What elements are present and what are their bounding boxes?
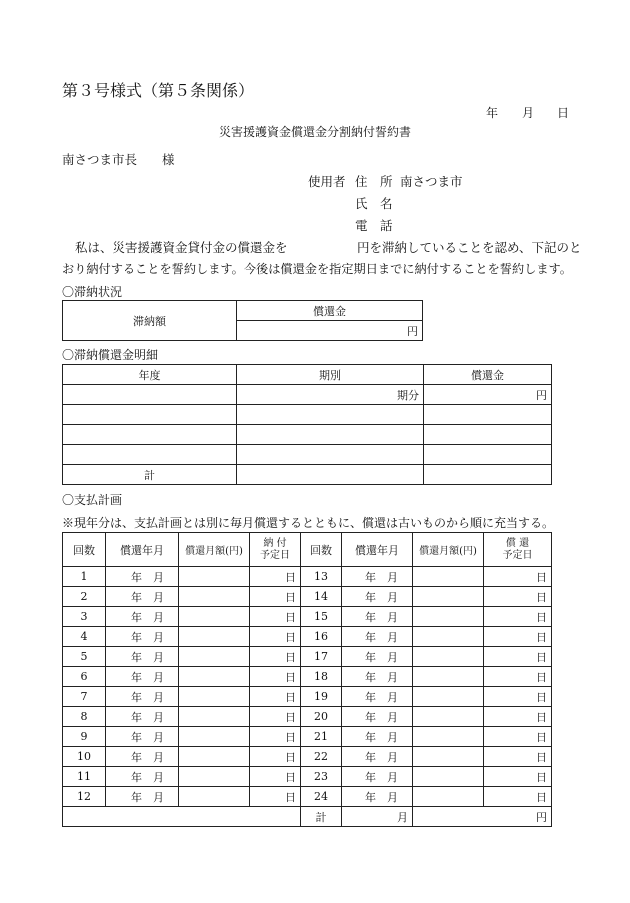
plan-amount-left xyxy=(179,687,250,707)
pledge-line1a: 私は、災害援護資金貸付金の償還金を xyxy=(75,240,288,255)
address-label: 住 所 xyxy=(355,174,393,189)
plan-day-left: 日 xyxy=(250,747,301,767)
delinquency-table xyxy=(62,300,423,341)
plan-day-right: 日 xyxy=(484,587,552,607)
plan-month-left: 年 月 xyxy=(106,767,179,787)
plan-row xyxy=(63,767,552,787)
address-value: 南さつま市 xyxy=(400,174,463,189)
details-total-label: 計 xyxy=(63,465,237,485)
plan-count-right: 23 xyxy=(301,767,342,787)
plan-amount-left xyxy=(179,627,250,647)
plan-month-right: 年 月 xyxy=(342,747,413,767)
plan-day-right: 日 xyxy=(484,707,552,727)
plan-day-right: 日 xyxy=(484,627,552,647)
plan-amount-right xyxy=(413,667,484,687)
phone-label: 電 話 xyxy=(355,218,393,233)
plan-amount-left xyxy=(179,727,250,747)
plan-month-right: 年 月 xyxy=(342,567,413,587)
plan-month-right: 年 月 xyxy=(342,687,413,707)
plan-amount-right xyxy=(413,627,484,647)
delinquency-col-header: 償還金 xyxy=(237,301,423,321)
plan-amount-right xyxy=(413,567,484,587)
plan-month-right: 年 月 xyxy=(342,767,413,787)
plan-heading: 〇支払計画 xyxy=(62,493,123,507)
plan-amount-right xyxy=(413,607,484,627)
details-period-unit: 期分 xyxy=(237,385,424,405)
plan-count-left: 6 xyxy=(63,667,106,687)
plan-month-left: 年 月 xyxy=(106,607,179,627)
plan-row xyxy=(63,647,552,667)
plan-count-right: 13 xyxy=(301,567,342,587)
plan-month-right: 年 月 xyxy=(342,647,413,667)
plan-day-left: 日 xyxy=(250,567,301,587)
plan-day-right: 日 xyxy=(484,767,552,787)
name-label: 氏 名 xyxy=(355,196,393,211)
plan-day-right: 日 xyxy=(484,787,552,807)
plan-amount-right xyxy=(413,707,484,727)
plan-day-left: 日 xyxy=(250,607,301,627)
plan-row xyxy=(63,627,552,647)
details-header-year: 年度 xyxy=(63,365,237,385)
date-year-label: 年 xyxy=(486,106,499,120)
plan-amount-right xyxy=(413,747,484,767)
plan-header-count-right: 回数 xyxy=(301,533,342,567)
document-title: 災害援護資金償還金分割納付誓約書 xyxy=(218,125,411,139)
plan-count-right: 14 xyxy=(301,587,342,607)
plan-header-amount-left: 償還月額(円) xyxy=(179,533,250,567)
plan-count-left: 8 xyxy=(63,707,106,727)
addressee: 南さつま市長 様 xyxy=(62,152,175,167)
plan-month-left: 年 月 xyxy=(106,687,179,707)
plan-count-right: 18 xyxy=(301,667,342,687)
plan-row xyxy=(63,747,552,767)
plan-count-left: 10 xyxy=(63,747,106,767)
date-day-label: 日 xyxy=(557,106,570,120)
plan-month-left: 年 月 xyxy=(106,667,179,687)
plan-month-left: 年 月 xyxy=(106,747,179,767)
plan-total-label: 計 xyxy=(301,807,342,827)
plan-month-right: 年 月 xyxy=(342,607,413,627)
plan-month-right: 年 月 xyxy=(342,707,413,727)
plan-table xyxy=(62,532,552,827)
plan-day-right: 日 xyxy=(484,687,552,707)
plan-header-due-right: 償 還 予定日 xyxy=(484,533,552,567)
plan-count-left: 12 xyxy=(63,787,106,807)
plan-rows xyxy=(63,567,552,807)
plan-amount-left xyxy=(179,567,250,587)
plan-amount-left xyxy=(179,747,250,767)
plan-day-right: 日 xyxy=(484,727,552,747)
plan-count-right: 16 xyxy=(301,627,342,647)
plan-month-right: 年 月 xyxy=(342,587,413,607)
plan-month-left: 年 月 xyxy=(106,567,179,587)
plan-day-left: 日 xyxy=(250,707,301,727)
plan-amount-right xyxy=(413,587,484,607)
plan-row xyxy=(63,587,552,607)
plan-count-left: 7 xyxy=(63,687,106,707)
plan-amount-left xyxy=(179,667,250,687)
plan-header-month-right: 償還年月 xyxy=(342,533,413,567)
plan-count-right: 19 xyxy=(301,687,342,707)
plan-count-left: 1 xyxy=(63,567,106,587)
plan-count-right: 15 xyxy=(301,607,342,627)
details-yen-unit: 円 xyxy=(424,385,552,405)
plan-row xyxy=(63,687,552,707)
plan-amount-left xyxy=(179,607,250,627)
plan-day-left: 日 xyxy=(250,767,301,787)
plan-amount-left xyxy=(179,707,250,727)
delinquency-row-label: 滞納額 xyxy=(63,301,237,341)
plan-day-right: 日 xyxy=(484,567,552,587)
plan-count-right: 20 xyxy=(301,707,342,727)
plan-month-left: 年 月 xyxy=(106,627,179,647)
details-header-period: 期別 xyxy=(237,365,424,385)
plan-count-right: 24 xyxy=(301,787,342,807)
details-heading: 〇滞納償還金明細 xyxy=(62,348,159,362)
plan-total-yen-unit: 円 xyxy=(413,807,552,827)
plan-count-right: 22 xyxy=(301,747,342,767)
plan-amount-right xyxy=(413,687,484,707)
plan-day-left: 日 xyxy=(250,787,301,807)
plan-count-left: 4 xyxy=(63,627,106,647)
plan-amount-right xyxy=(413,767,484,787)
user-label: 使用者 xyxy=(308,174,346,189)
plan-count-left: 9 xyxy=(63,727,106,747)
plan-month-right: 年 月 xyxy=(342,667,413,687)
plan-count-left: 3 xyxy=(63,607,106,627)
plan-header-due-left: 納 付 予定日 xyxy=(250,533,301,567)
plan-count-left: 11 xyxy=(63,767,106,787)
plan-total-month-unit: 月 xyxy=(342,807,413,827)
plan-day-right: 日 xyxy=(484,647,552,667)
plan-day-right: 日 xyxy=(484,747,552,767)
plan-day-left: 日 xyxy=(250,687,301,707)
plan-month-right: 年 月 xyxy=(342,627,413,647)
plan-month-left: 年 月 xyxy=(106,727,179,747)
plan-day-right: 日 xyxy=(484,607,552,627)
plan-row xyxy=(63,667,552,687)
plan-month-right: 年 月 xyxy=(342,787,413,807)
plan-amount-left xyxy=(179,767,250,787)
plan-header-count-left: 回数 xyxy=(63,533,106,567)
plan-month-left: 年 月 xyxy=(106,647,179,667)
plan-month-left: 年 月 xyxy=(106,787,179,807)
plan-count-left: 2 xyxy=(63,587,106,607)
plan-amount-left xyxy=(179,587,250,607)
plan-amount-right xyxy=(413,647,484,667)
delinquency-heading: 〇滞納状況 xyxy=(62,285,123,299)
delinquency-yen: 円 xyxy=(237,321,423,341)
plan-count-right: 17 xyxy=(301,647,342,667)
plan-month-right: 年 月 xyxy=(342,727,413,747)
details-table xyxy=(62,364,552,485)
plan-amount-right xyxy=(413,787,484,807)
plan-day-left: 日 xyxy=(250,667,301,687)
plan-month-left: 年 月 xyxy=(106,707,179,727)
plan-row xyxy=(63,707,552,727)
plan-row xyxy=(63,787,552,807)
plan-amount-right xyxy=(413,727,484,747)
plan-day-left: 日 xyxy=(250,627,301,647)
plan-amount-left xyxy=(179,787,250,807)
plan-amount-left xyxy=(179,647,250,667)
plan-day-left: 日 xyxy=(250,727,301,747)
plan-count-right: 21 xyxy=(301,727,342,747)
plan-row xyxy=(63,727,552,747)
form-number: 第３号様式（第５条関係） xyxy=(62,81,255,100)
pledge-line2: おり納付することを誓約します。今後は償還金を指定期日までに納付することを誓約します。 xyxy=(62,262,572,276)
plan-day-right: 日 xyxy=(484,667,552,687)
plan-header-month-left: 償還年月 xyxy=(106,533,179,567)
plan-row xyxy=(63,567,552,587)
details-header-amount: 償還金 xyxy=(424,365,552,385)
plan-note: ※現年分は、支払計画とは別に毎月償還するとともに、償還は古いものから順に充当する。 xyxy=(62,516,555,530)
plan-row xyxy=(63,607,552,627)
plan-day-left: 日 xyxy=(250,587,301,607)
plan-day-left: 日 xyxy=(250,647,301,667)
plan-count-left: 5 xyxy=(63,647,106,667)
plan-month-left: 年 月 xyxy=(106,587,179,607)
pledge-line1b: 円を滞納していることを認め、下記のと xyxy=(357,240,582,255)
date-month-label: 月 xyxy=(522,106,535,120)
plan-header-amount-right: 償還月額(円) xyxy=(413,533,484,567)
